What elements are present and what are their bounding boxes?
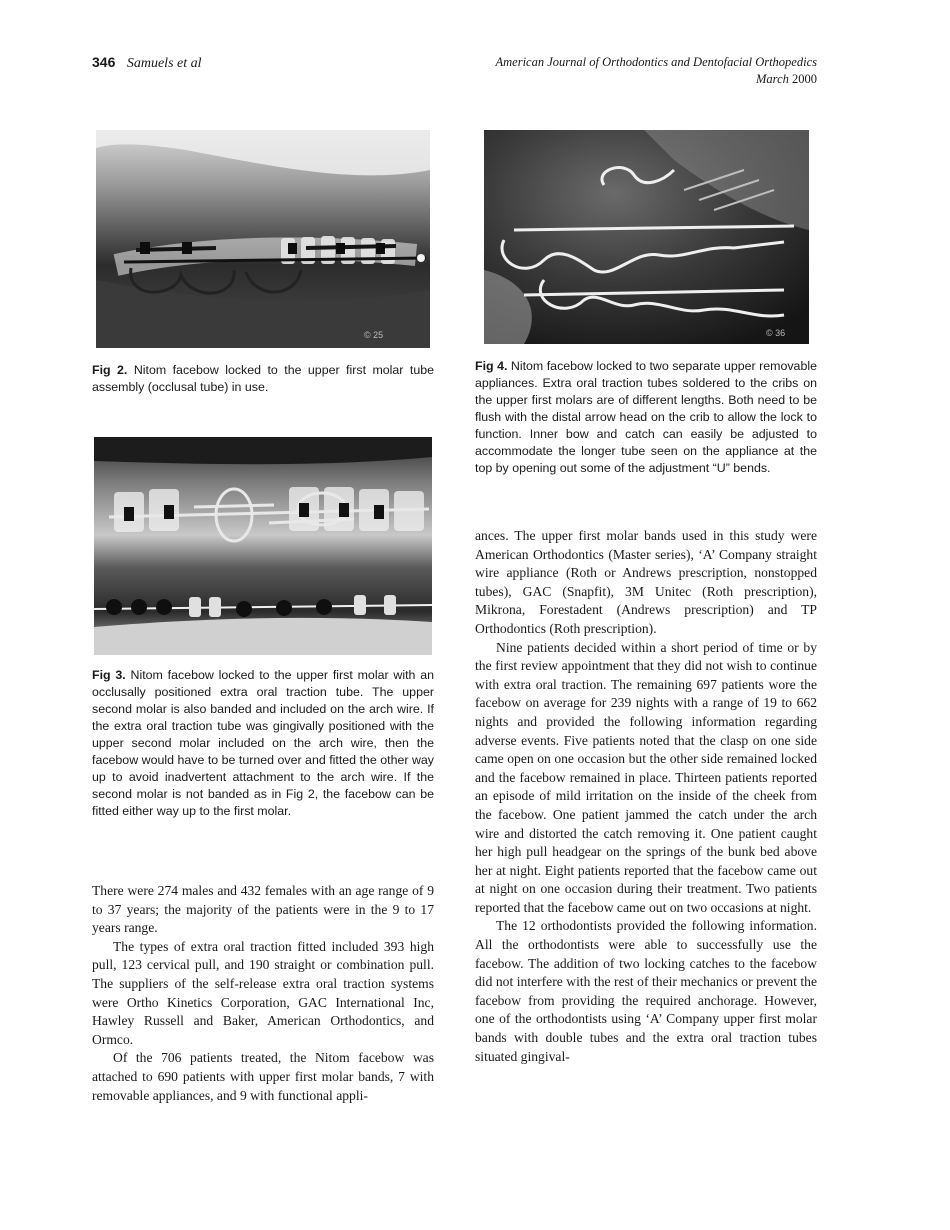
figure-2-caption (92, 362, 434, 396)
right-paragraph-1: ances. The upper first molar bands used in this study were American Orthodontics (Master series), ‘A’ Company straight wire appliance (Roth or Andrews prescription, nonstopped tubes), GAC (Snapfit), 3M Unitec (Roth prescription), Mikrona, Forestadent (Andrews prescription) and TP Orthodontics (Roth prescription). (475, 528, 817, 636)
right-paragraph-3: The 12 orthodontists provided the following information. All the orthodontists were able to successfully use the facebow. The addition of two locking catches to the facebow did not interfere with the rest of their mechanics or prevent the facebow from providing the required anchorage. However, one of the orthodontists using ‘A’ Company upper first molar bands with double tubes and the extra oral traction tubes situated gingival- (475, 918, 817, 1064)
figure-4-caption-text: Nitom facebow locked to two separate upper removable appliances. Extra oral traction tubes soldered to the cribs on the upper first molars are of different lengths. Both need to be flush with the distal arrow head on the crib to allow the lock to function. Inner bow and catch can easily be adjusted to accommodate the longer tube seen on the appliance at the top by opening out some of the adjustment “U” bends. (475, 359, 817, 475)
running-header-right (496, 54, 818, 88)
running-header-left (92, 54, 202, 72)
figure-2-label: Fig 2. (92, 363, 128, 377)
figure-4-photo (484, 130, 809, 344)
figure-2-photo-mark: © 25 (364, 330, 384, 340)
figure-2-photo (96, 130, 430, 348)
figure-3-caption-text: Nitom facebow locked to the upper first molar with an occlusally positioned extra oral traction tube. The upper second molar is also banded and included on the arch wire. If the extra oral traction tube was gingivally positioned with the upper second molar included on the arch wire, then the facebow would have to be turned over and fitted the other way up to avoid inadvertent attachment to the arch wire. If the second molar is not banded as in Fig 2, the facebow can be fitted either way up to the first molar. (92, 668, 434, 818)
figure-3-caption (92, 667, 434, 820)
left-column-text (92, 882, 434, 1105)
issue-month: March (756, 72, 789, 86)
figure-4-label: Fig 4. (475, 359, 508, 373)
right-paragraph-2: Nine patients decided within a short period of time or by the first review appointment that they did not wish to continue with extra oral traction. The remaining 697 patients wore the facebow on average for 239 nights with a range of 19 to 662 nights and provided the following information regarding adverse events. Five patients noted that the clasp on one side came open on one occasion but the other side remained locked and the facebow remained in place. Thirteen patients reported an episode of mild irritation on the inside of the cheek from the facebow. One patient jammed the catch under the arch wire and distorted the catch removing it. One patient caught her high pull headgear on the springs of the bunk bed above her at night. Eight patients reported that the facebow came out at night on one occasion during their treatment. Two patients reported that the facebow came out on two occasions at night. (475, 639, 817, 915)
journal-title: American Journal of Orthodontics and Dentofacial Orthopedics (495, 55, 817, 69)
issue-year: 2000 (792, 72, 817, 86)
page-number: 346 (92, 54, 116, 70)
running-authors: Samuels et al (126, 56, 202, 71)
left-paragraph-3: Of the 706 patients treated, the Nitom facebow was attached to 690 patients with upper first molar bands, 7 with removable appliances, and 9 with functional appli- (92, 1050, 434, 1103)
left-paragraph-2: The types of extra oral traction fitted included 393 high pull, 123 cervical pull, and 190 straight or combination pull. The suppliers of the self-release extra oral traction systems were Ortho Kinetics Corporation, GAC International Inc, Hawley Russell and Baker, American Orthodontics, and Ormco. (92, 938, 434, 1047)
figure-4-photo-mark: © 36 (766, 328, 786, 338)
figure-4-caption (475, 358, 817, 477)
left-paragraph-1: There were 274 males and 432 females with an age range of 9 to 37 years; the majority of the patients were in the 9 to 17 years range. (92, 883, 434, 936)
right-column-text (475, 527, 817, 1066)
figure-3-photo (94, 437, 432, 655)
figure-2-caption-text: Nitom facebow locked to the upper first molar tube assembly (occlusal tube) in use. (92, 363, 434, 394)
figure-3-label: Fig 3. (92, 668, 126, 682)
